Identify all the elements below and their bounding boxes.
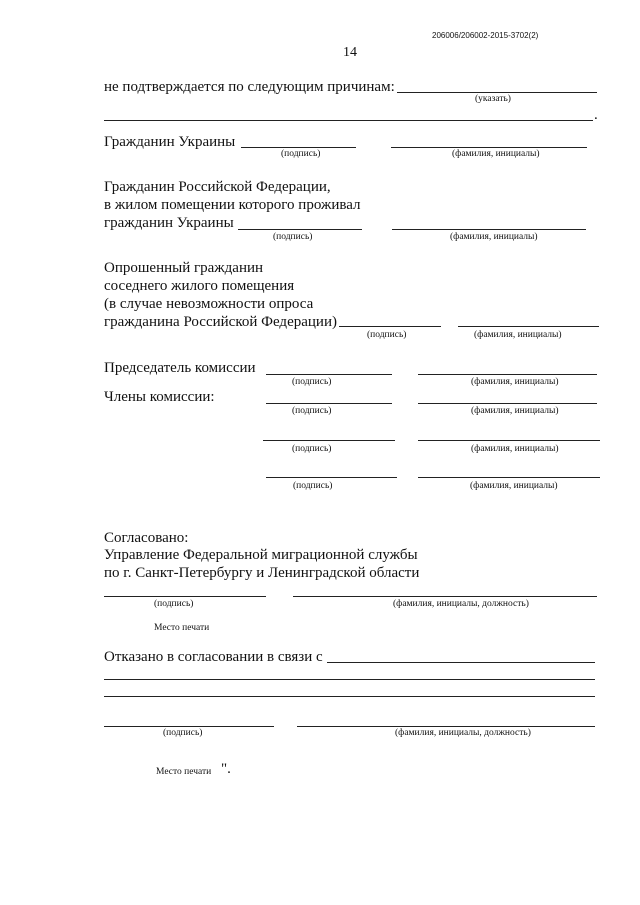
member2-signature-line — [263, 440, 395, 441]
member1-signature-caption: (подпись) — [292, 406, 332, 416]
member3-signature-line — [266, 477, 397, 478]
page-number: 14 — [343, 45, 357, 60]
refusal-end-mark: ". — [221, 761, 231, 777]
member3-name-line — [418, 477, 600, 478]
chair-signature-line — [266, 374, 392, 375]
ukraine-citizen-signature-caption: (подпись) — [281, 149, 321, 159]
refusal-reason-line-3 — [104, 696, 595, 697]
neighbor-line2: соседнего жилого помещения — [104, 278, 295, 294]
rf-citizen-line1: Гражданин Российской Федерации, — [104, 179, 331, 195]
chair-name-line — [418, 374, 597, 375]
member2-name-line — [418, 440, 600, 441]
refusal-stamp-place: Место печати — [156, 767, 212, 777]
neighbor-signature-caption: (подпись) — [367, 330, 407, 340]
refusal-signature-line — [104, 726, 274, 727]
reason-end-mark: . — [594, 107, 598, 123]
refusal-name-caption: (фамилия, инициалы, должность) — [395, 728, 531, 738]
approval-signature-line — [104, 596, 266, 597]
member2-signature-caption: (подпись) — [292, 444, 332, 454]
rf-citizen-signature-caption: (подпись) — [273, 232, 313, 242]
refusal-name-line — [297, 726, 595, 727]
approval-stamp-place: Место печати — [154, 623, 210, 633]
rf-citizen-name-caption: (фамилия, инициалы) — [450, 232, 538, 242]
neighbor-signature-line — [339, 326, 441, 327]
approval-name-line — [293, 596, 597, 597]
neighbor-line1: Опрошенный гражданин — [104, 260, 264, 276]
rf-citizen-name-line — [392, 229, 586, 230]
approval-title: Согласовано: — [104, 530, 189, 546]
reason-text: не подтверждается по следующим причинам: — [104, 79, 395, 95]
neighbor-name-caption: (фамилия, инициалы) — [474, 330, 562, 340]
refusal-signature-caption: (подпись) — [163, 728, 203, 738]
rf-citizen-signature-line — [238, 229, 362, 230]
refusal-reason-line-2 — [104, 679, 595, 680]
member1-name-line — [418, 403, 597, 404]
document-code: 206006/206002-2015-3702(2) — [432, 31, 539, 40]
approval-org-line1: Управление Федеральной миграционной службы — [104, 547, 418, 563]
member1-name-caption: (фамилия, инициалы) — [471, 406, 559, 416]
approval-org-line2: по г. Санкт-Петербургу и Ленинградской области — [104, 565, 420, 581]
refusal-reason-line — [327, 662, 595, 663]
ukraine-citizen-signature-line — [241, 147, 356, 148]
reason-field-line-2 — [104, 120, 593, 121]
chair-name-caption: (фамилия, инициалы) — [471, 377, 559, 387]
member3-name-caption: (фамилия, инициалы) — [470, 481, 558, 491]
reason-hint: (указать) — [475, 94, 511, 104]
refusal-text: Отказано в согласовании в связи с — [104, 649, 323, 665]
chair-signature-caption: (подпись) — [292, 377, 332, 387]
neighbor-line4: гражданина Российской Федерации) — [104, 314, 337, 330]
ukraine-citizen-name-caption: (фамилия, инициалы) — [452, 149, 540, 159]
neighbor-line3: (в случае невозможности опроса — [104, 296, 314, 312]
commission-chair-label: Председатель комиссии — [104, 360, 256, 376]
commission-members-label: Члены комиссии: — [104, 389, 215, 405]
reason-field-line — [397, 92, 597, 93]
member3-signature-caption: (подпись) — [293, 481, 333, 491]
ukraine-citizen-label: Гражданин Украины — [104, 134, 236, 150]
approval-name-caption: (фамилия, инициалы, должность) — [393, 599, 529, 609]
ukraine-citizen-name-line — [391, 147, 587, 148]
approval-signature-caption: (подпись) — [154, 599, 194, 609]
rf-citizen-line3: гражданин Украины — [104, 215, 234, 231]
rf-citizen-line2: в жилом помещении которого проживал — [104, 197, 361, 213]
neighbor-name-line — [458, 326, 599, 327]
member1-signature-line — [266, 403, 392, 404]
member2-name-caption: (фамилия, инициалы) — [471, 444, 559, 454]
